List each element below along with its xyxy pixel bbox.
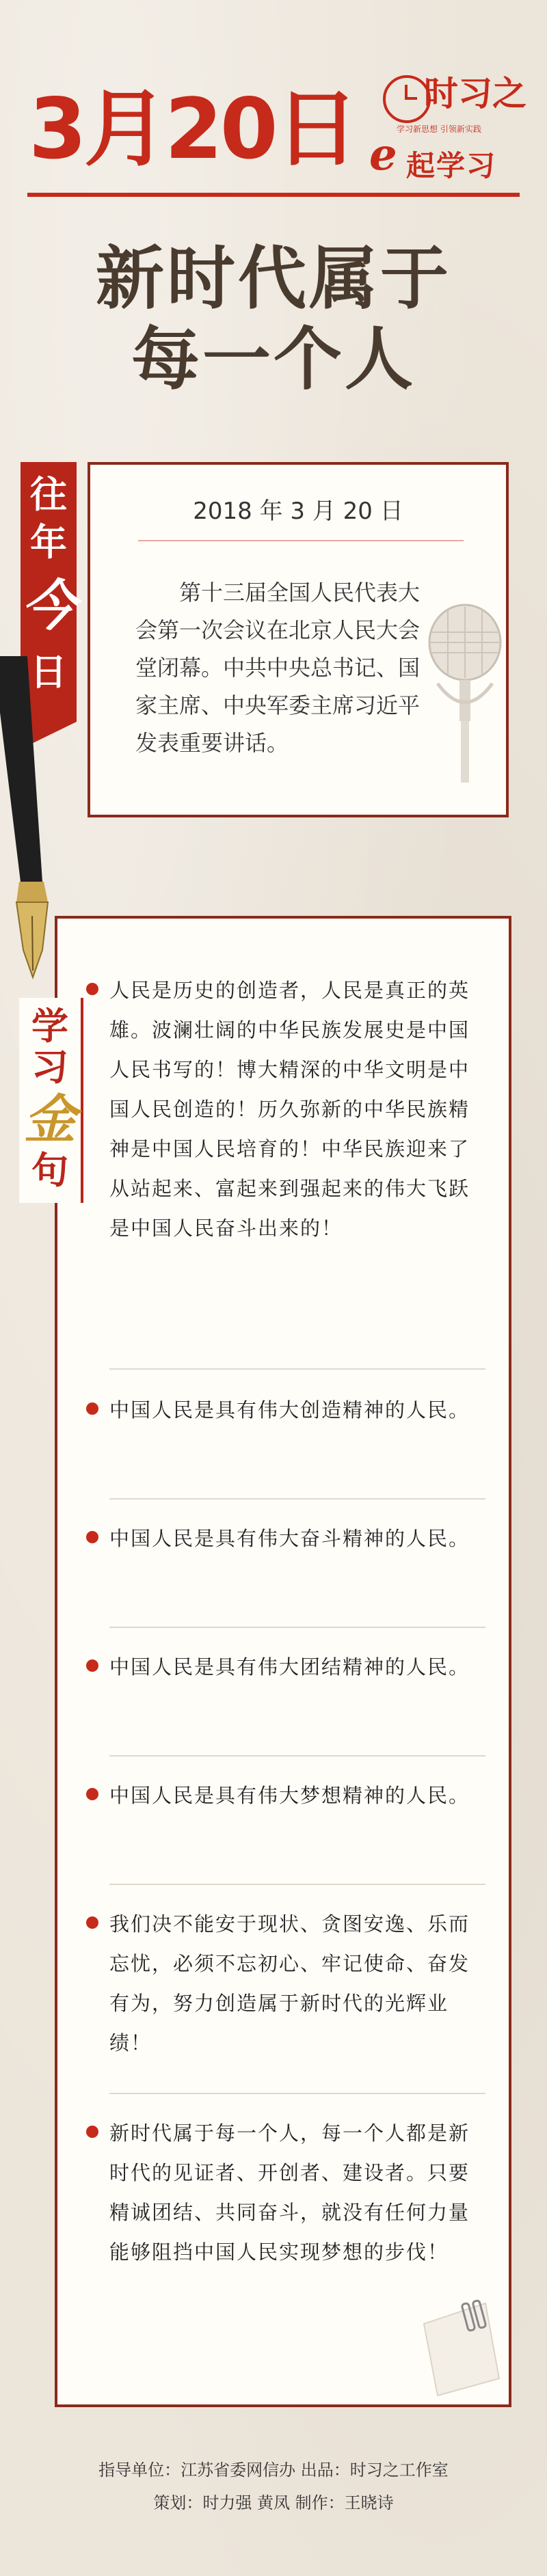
quote-item (109, 1904, 485, 2063)
header (0, 0, 547, 205)
bullet-dot (86, 983, 98, 995)
quote-item (109, 1390, 485, 1430)
bullet-dot (86, 2126, 98, 2138)
history-body: 第十三届全国人民代表大会第一次会议在北京人民大会堂闭幕。中共中央总书记、国家主席、中央军委主席习近平发表重要讲话。 (135, 580, 421, 756)
quote-divider (109, 2093, 485, 2094)
history-date: 2018 年 3 月 20 日 (193, 498, 403, 525)
date-heading: 3月20日 (29, 81, 356, 178)
quote-item (109, 2113, 485, 2272)
quote-text: 中国人民是具有伟大团结精神的人民。 (109, 1655, 470, 1679)
quote-text: 我们决不能安于现状、贪图安逸、乐而忘忧，必须不忘初心、牢记使命、奋发有为，努力创造属于新时代的光辉业绩！ (109, 1912, 470, 2055)
logo-study-text: 起学习 (406, 149, 497, 182)
quote-item (109, 971, 485, 1248)
ribbon-char: 往 (30, 472, 67, 516)
logo-title: 时习之 (424, 73, 526, 113)
quote-divider (109, 1627, 485, 1628)
ribbon-char: 今 (21, 573, 76, 638)
bullet-dot (86, 1402, 98, 1415)
footer-credits-line1: 指导单位：江苏省委网信办 出品：时习之工作室 (98, 2460, 449, 2480)
quote-text: 中国人民是具有伟大奋斗精神的人民。 (109, 1527, 470, 1550)
quote-text: 人民是历史的创造者，人民是真正的英雄。波澜壮阔的中华民族发展史是中国人民书写的！博大精深的中华文明是中国人民创造的！历久弥新的中华民族精神是中国人民培育的！中华民族迎来了从站起来、富起来到强起来的伟大飞跃是中国人民奋斗出来的！ (109, 979, 470, 1240)
quote-item (109, 1519, 485, 1558)
ribbon-char: 习 (31, 1045, 68, 1089)
logo-subtitle: 学习新思想 引领新实践 (397, 124, 481, 134)
quote-divider (109, 1368, 485, 1370)
quotes-ribbon (19, 998, 83, 1203)
header-divider (27, 193, 520, 197)
quote-item (109, 1776, 485, 1815)
page-title-line1: 新时代属于 (96, 239, 451, 318)
ribbon-char: 金 (24, 1089, 76, 1150)
ribbon-char: 年 (30, 520, 67, 564)
brand-logo (369, 68, 526, 185)
footer-credits-line2: 策划：时力强 黄凤 制作：王晓诗 (153, 2493, 394, 2512)
quote-divider (109, 1498, 485, 1500)
bullet-dot (86, 1659, 98, 1672)
bullet-dot (86, 1916, 98, 1929)
quote-text: 中国人民是具有伟大梦想精神的人民。 (109, 1784, 470, 1807)
history-divider (138, 540, 464, 541)
bullet-dot (86, 1788, 98, 1800)
quote-text: 中国人民是具有伟大创造精神的人民。 (109, 1398, 470, 1422)
quote-divider (109, 1884, 485, 1885)
quote-item (109, 1647, 485, 1687)
page-title-line2: 每一个人 (131, 319, 416, 399)
quote-text: 新时代属于每一个人，每一个人都是新时代的见证者、开创者、建设者。只要精诚团结、共同奋斗，就没有任何力量能够阻挡中国人民实现梦想的步伐！ (109, 2121, 470, 2264)
logo-e: e (369, 129, 397, 180)
notepad-icon (410, 2296, 506, 2399)
microphone-icon (417, 601, 513, 793)
ribbon-char: 学 (31, 1004, 68, 1048)
bullet-dot (86, 1531, 98, 1543)
quote-divider (109, 1755, 485, 1757)
ribbon-char: 日 (30, 650, 67, 694)
ribbon-char: 句 (31, 1148, 68, 1192)
